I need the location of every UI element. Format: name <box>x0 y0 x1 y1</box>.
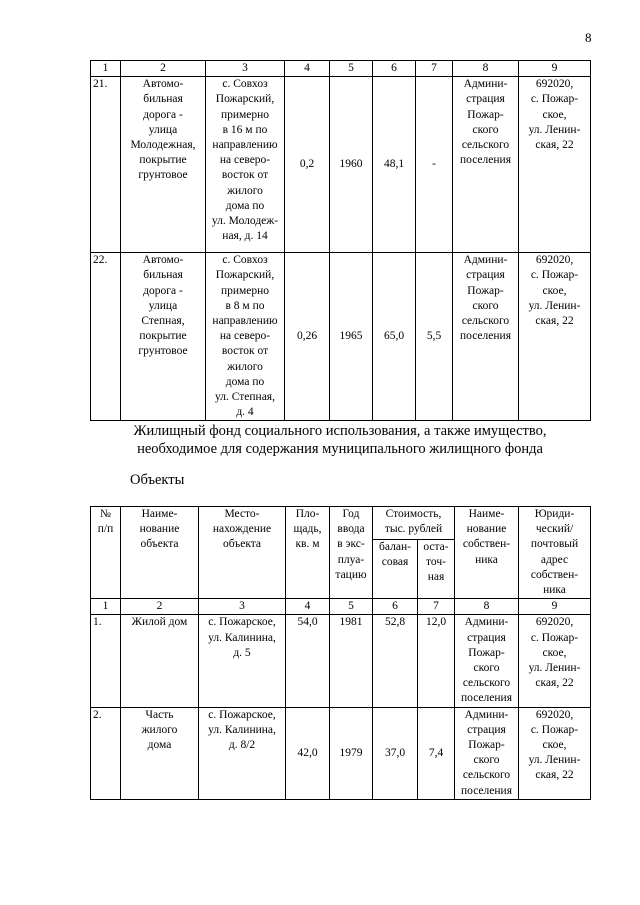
object-name: Жилой дом <box>121 615 199 707</box>
area-value: 54,0 <box>286 615 330 707</box>
balance-value: 37,0 <box>373 707 418 799</box>
header-area: Пло- щадь, кв. м <box>286 507 330 599</box>
table-row <box>91 253 591 421</box>
col-number: 2 <box>121 61 206 77</box>
col-number: 4 <box>285 61 330 77</box>
objects-label: Объекты <box>130 472 185 488</box>
housing-table <box>90 506 591 800</box>
col-number: 4 <box>286 599 330 615</box>
table-row <box>91 615 591 707</box>
header-row <box>91 507 591 540</box>
row-num: 22. <box>91 253 121 421</box>
col-number: 5 <box>330 61 373 77</box>
header-cost-balance: балан- совая <box>373 539 418 598</box>
year-value: 1981 <box>330 615 373 707</box>
object-name: Автомо- бильная дорога - улица Молодежная, покрытие грунтовое <box>121 77 206 253</box>
length-value: 0,2 <box>285 77 330 253</box>
header-address: Юриди- ческий/ почтовый адрес собствен- ника <box>519 507 591 599</box>
header-name: Наиме- нование объекта <box>121 507 199 599</box>
balance-value: 48,1 <box>373 77 416 253</box>
col-number: 1 <box>91 61 121 77</box>
object-location: с. Пожарское, ул. Калинина, д. 8/2 <box>199 707 286 799</box>
balance-value: 65,0 <box>373 253 416 421</box>
col-number: 6 <box>373 599 418 615</box>
area-value: 42,0 <box>286 707 330 799</box>
residual-value: - <box>416 77 453 253</box>
col-number: 3 <box>206 61 285 77</box>
owner-address: 692020, с. Пожар- ское, ул. Ленин- ская, 22 <box>519 253 591 421</box>
row-num: 1. <box>91 615 121 707</box>
object-location: с. Пожарское, ул. Калинина, д. 5 <box>199 615 286 707</box>
year-value: 1965 <box>330 253 373 421</box>
residual-value: 7,4 <box>418 707 455 799</box>
header-owner: Наиме- нование собствен- ника <box>455 507 519 599</box>
header-cost: Стоимость, тыс. рублей <box>373 507 455 540</box>
header-cost-residual: оста- точ- ная <box>418 539 455 598</box>
table-row <box>91 77 591 253</box>
owner-address: 692020, с. Пожар- ское, ул. Ленин- ская, 22 <box>519 615 591 707</box>
col-number: 7 <box>418 599 455 615</box>
residual-value: 12,0 <box>418 615 455 707</box>
length-value: 0,26 <box>285 253 330 421</box>
object-name: Автомо- бильная дорога - улица Степная, покрытие грунтовое <box>121 253 206 421</box>
header-num: № п/п <box>91 507 121 599</box>
col-number: 2 <box>121 599 199 615</box>
col-number: 3 <box>199 599 286 615</box>
section-heading-line2: необходимое для содержания муниципального жилищного фонда <box>137 441 543 457</box>
section-heading-line1: Жилищный фонд социального использования, а также имущество, <box>133 423 547 439</box>
owner-name: Админи- страция Пожар- ского сельского поселения <box>453 77 519 253</box>
col-number: 9 <box>519 599 591 615</box>
roads-table <box>90 60 591 421</box>
row-num: 21. <box>91 77 121 253</box>
owner-address: 692020, с. Пожар- ское, ул. Ленин- ская, 22 <box>519 77 591 253</box>
table-row <box>91 707 591 799</box>
object-name: Часть жилого дома <box>121 707 199 799</box>
col-number: 1 <box>91 599 121 615</box>
year-value: 1960 <box>330 77 373 253</box>
header-location: Место- нахождение объекта <box>199 507 286 599</box>
year-value: 1979 <box>330 707 373 799</box>
col-number: 9 <box>519 61 591 77</box>
balance-value: 52,8 <box>373 615 418 707</box>
col-number: 8 <box>453 61 519 77</box>
owner-name: Админи- страция Пожар- ского сельского поселения <box>453 253 519 421</box>
owner-name: Админи- страция Пожар- ского сельского поселения <box>455 615 519 707</box>
header-year: Год ввода в экс- плуа- тацию <box>330 507 373 599</box>
owner-name: Админи- страция Пожар- ского сельского поселения <box>455 707 519 799</box>
residual-value: 5,5 <box>416 253 453 421</box>
col-number: 7 <box>416 61 453 77</box>
col-number: 5 <box>330 599 373 615</box>
col-number: 6 <box>373 61 416 77</box>
column-number-row <box>91 61 591 77</box>
object-location: с. Совхоз Пожарский, примерно в 16 м по направлению на северо- восток от жилого дома по ул. Молодеж- ная, д. 14 <box>206 77 285 253</box>
column-number-row <box>91 599 591 615</box>
page-number: 8 <box>585 30 592 45</box>
object-location: с. Совхоз Пожарский, примерно в 8 м по направлению на северо- восток от жилого дома по ул. Степная, д. 4 <box>206 253 285 421</box>
owner-address: 692020, с. Пожар- ское, ул. Ленин- ская, 22 <box>519 707 591 799</box>
col-number: 8 <box>455 599 519 615</box>
row-num: 2. <box>91 707 121 799</box>
